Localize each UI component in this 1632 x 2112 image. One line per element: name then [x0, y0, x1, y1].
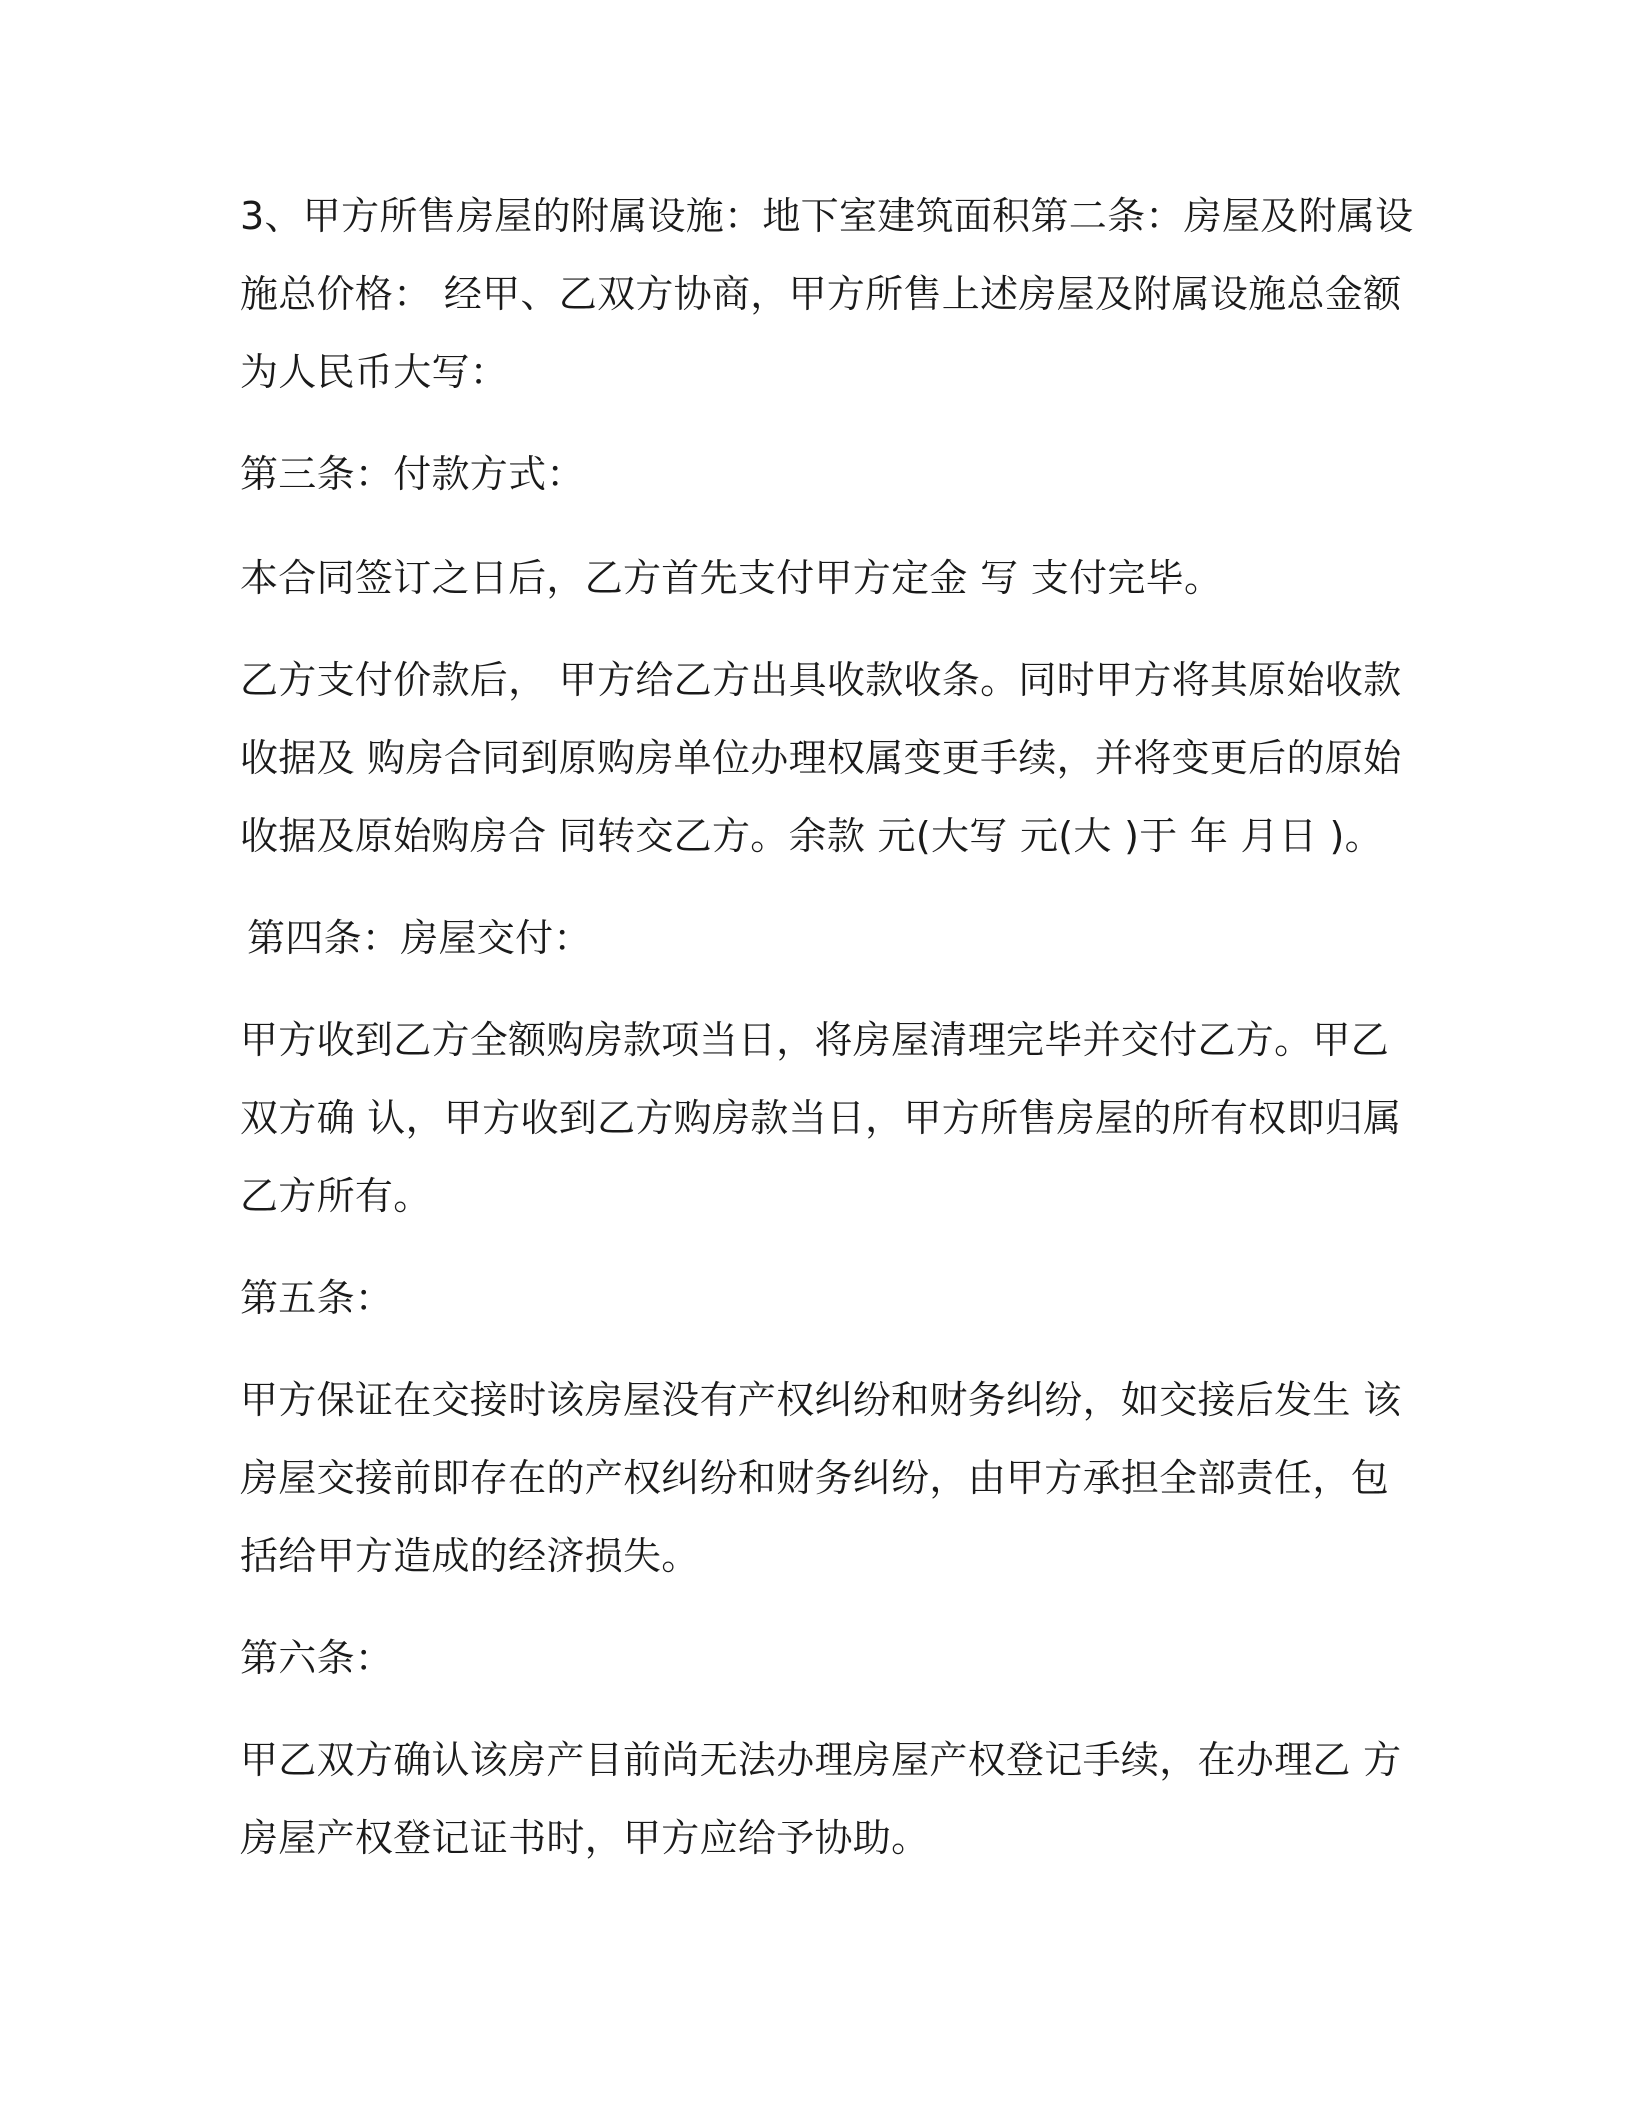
- paragraph-line: 甲方收到乙方全额购房款项当日，将房屋清理完毕并交付乙方。甲乙: [240, 1018, 1390, 1062]
- paragraph-line: 括给甲方造成的经济损失。: [240, 1534, 700, 1578]
- paragraph-line: 房屋交接前即存在的产权纠纷和财务纠纷，由甲方承担全部责任，包: [240, 1456, 1390, 1500]
- section-heading: 第四条：房屋交付：: [247, 916, 592, 960]
- paragraph-line: 收据及原始购房合 同转交乙方。余款 元(大写 元(大 )于 年 月日 )。: [240, 814, 1383, 858]
- paragraph-line: 本合同签订之日后，乙方首先支付甲方定金 写 支付完毕。: [240, 556, 1223, 600]
- paragraph-line: 甲乙双方确认该房产目前尚无法办理房屋产权登记手续，在办理乙 方: [240, 1738, 1402, 1782]
- paragraph-line: 收据及 购房合同到原购房单位办理权属变更手续，并将变更后的原始: [240, 736, 1402, 780]
- paragraph-line: 房屋产权登记证书时，甲方应给予协助。: [240, 1816, 930, 1860]
- section-heading: 第三条：付款方式：: [240, 452, 585, 496]
- paragraph-line: 甲方保证在交接时该房屋没有产权纠纷和财务纠纷，如交接后发生 该: [240, 1378, 1402, 1422]
- paragraph-line: 双方确 认，甲方收到乙方购房款当日，甲方所售房屋的所有权即归属: [240, 1096, 1402, 1140]
- section-heading: 第六条：: [240, 1636, 394, 1680]
- paragraph-line: 施总价格： 经甲、乙双方协商，甲方所售上述房屋及附属设施总金额: [240, 272, 1402, 316]
- paragraph-line: 3、甲方所售房屋的附属设施：地下室建筑面积第二条：房屋及附属设: [240, 194, 1414, 238]
- paragraph-line: 乙方所有。: [240, 1174, 432, 1218]
- paragraph-line: 为人民币大写：: [240, 350, 509, 394]
- section-heading: 第五条：: [240, 1276, 394, 1320]
- paragraph-line: 乙方支付价款后， 甲方给乙方出具收款收条。同时甲方将其原始收款: [240, 658, 1402, 702]
